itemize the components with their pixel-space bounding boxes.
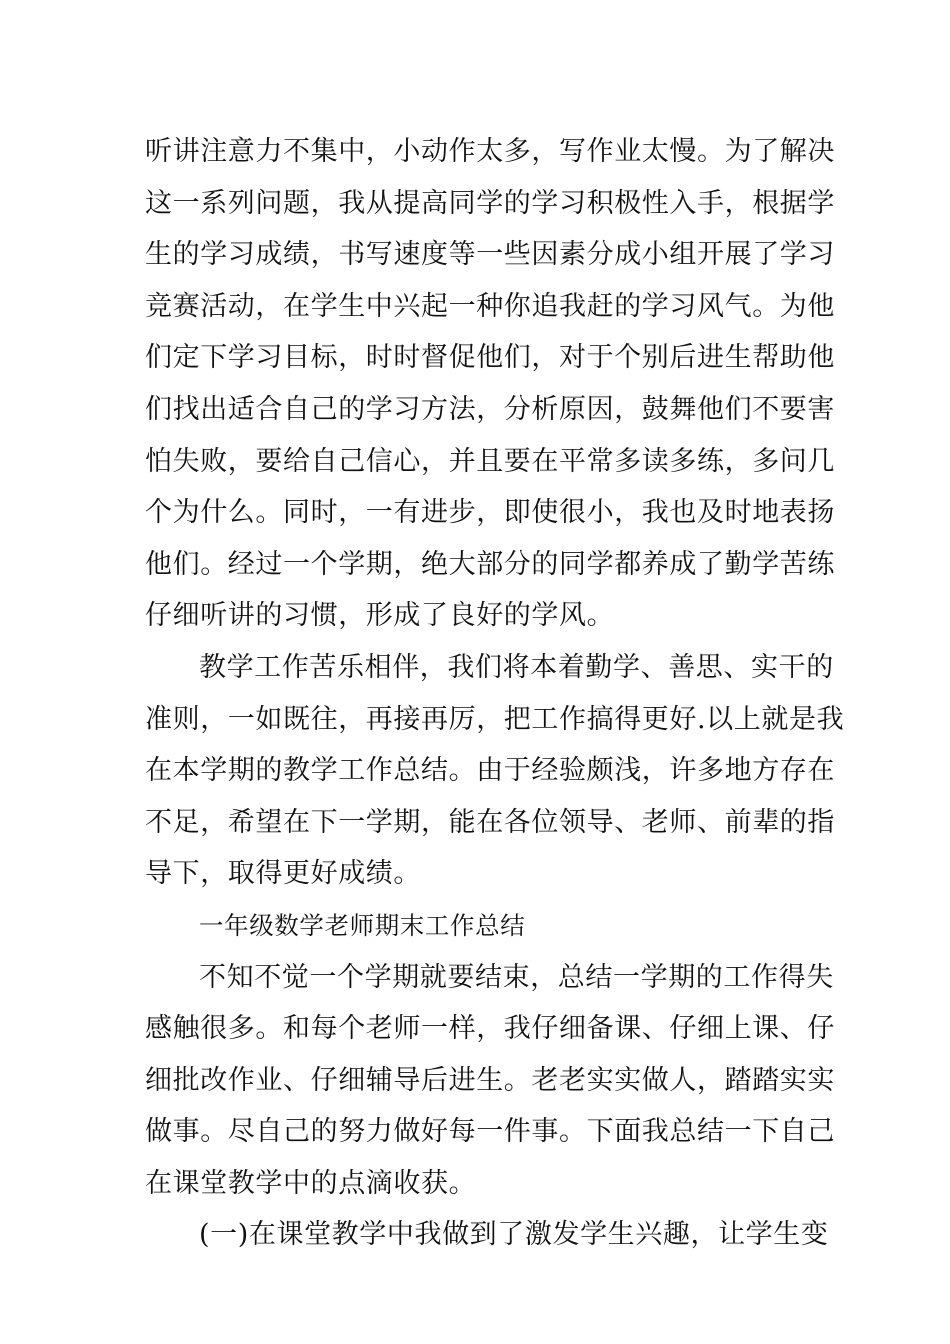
text-line: 这一系列问题，我从提高同学的学习积极性入手，根据学 <box>145 187 835 219</box>
text-line: 不足，希望在下一学期，能在各位领导、老师、前辈的指 <box>145 806 835 838</box>
text-line: 们找出适合自己的学习方法，分析原因，鼓舞他们不要害 <box>145 393 835 425</box>
text-line: 听讲注意力不集中，小动作太多，写作业太慢。为了解决 <box>145 136 835 167</box>
text-line: (一)在课堂教学中我做到了激发学生兴趣，让学生变 <box>199 1219 829 1251</box>
text-line: 个为什么。同时，一有进步，即使很小，我也及时地表扬 <box>145 497 835 529</box>
text-line: 竞赛活动，在学生中兴起一种你追我赶的学习风气。为他 <box>145 290 835 322</box>
paragraph-4 <box>145 1209 829 1261</box>
text-line: 生的学习成绩，书写速度等一些因素分成小组开展了学习 <box>145 239 835 271</box>
text-line: 导下，取得更好成绩。 <box>145 858 421 890</box>
section-heading <box>145 900 807 952</box>
text-line: 准则，一如既往，再接再厉，把工作搞得更好.以上就是我 <box>145 703 845 735</box>
text-line: 他们。经过一个学期，绝大部分的同学都养成了勤学苦练 <box>145 548 835 580</box>
paragraph-1 <box>145 126 835 642</box>
paragraph-3 <box>145 952 835 1210</box>
text-line: 怕失败，要给自己信心，并且要在平常多读多练，多问几 <box>145 445 835 477</box>
text-line: 感触很多。和每个老师一样，我仔细备课、仔细上课、仔 <box>145 1013 835 1045</box>
text-line: 教学工作苦乐相伴，我们将本着勤学、善思、实干的 <box>199 651 834 683</box>
text-line: 不知不觉一个学期就要结束，总结一学期的工作得失 <box>199 961 834 993</box>
text-line: 们定下学习目标，时时督促他们，对于个别后进生帮助他 <box>145 342 835 374</box>
text-line: 做事。尽自己的努力做好每一件事。下面我总结一下自己 <box>145 1116 835 1148</box>
text-line: 细批改作业、仔细辅导后进生。老老实实做人，踏踏实实 <box>145 1064 835 1096</box>
heading-text: 一年级数学老师期末工作总结 <box>199 910 526 940</box>
text-line: 仔细听讲的习惯，形成了良好的学风。 <box>145 600 615 632</box>
paragraph-2 <box>145 642 845 900</box>
document-page <box>145 126 845 1261</box>
text-line: 在本学期的教学工作总结。由于经验颇浅，许多地方存在 <box>145 755 835 787</box>
text-line: 在课堂教学中的点滴收获。 <box>145 1167 477 1199</box>
